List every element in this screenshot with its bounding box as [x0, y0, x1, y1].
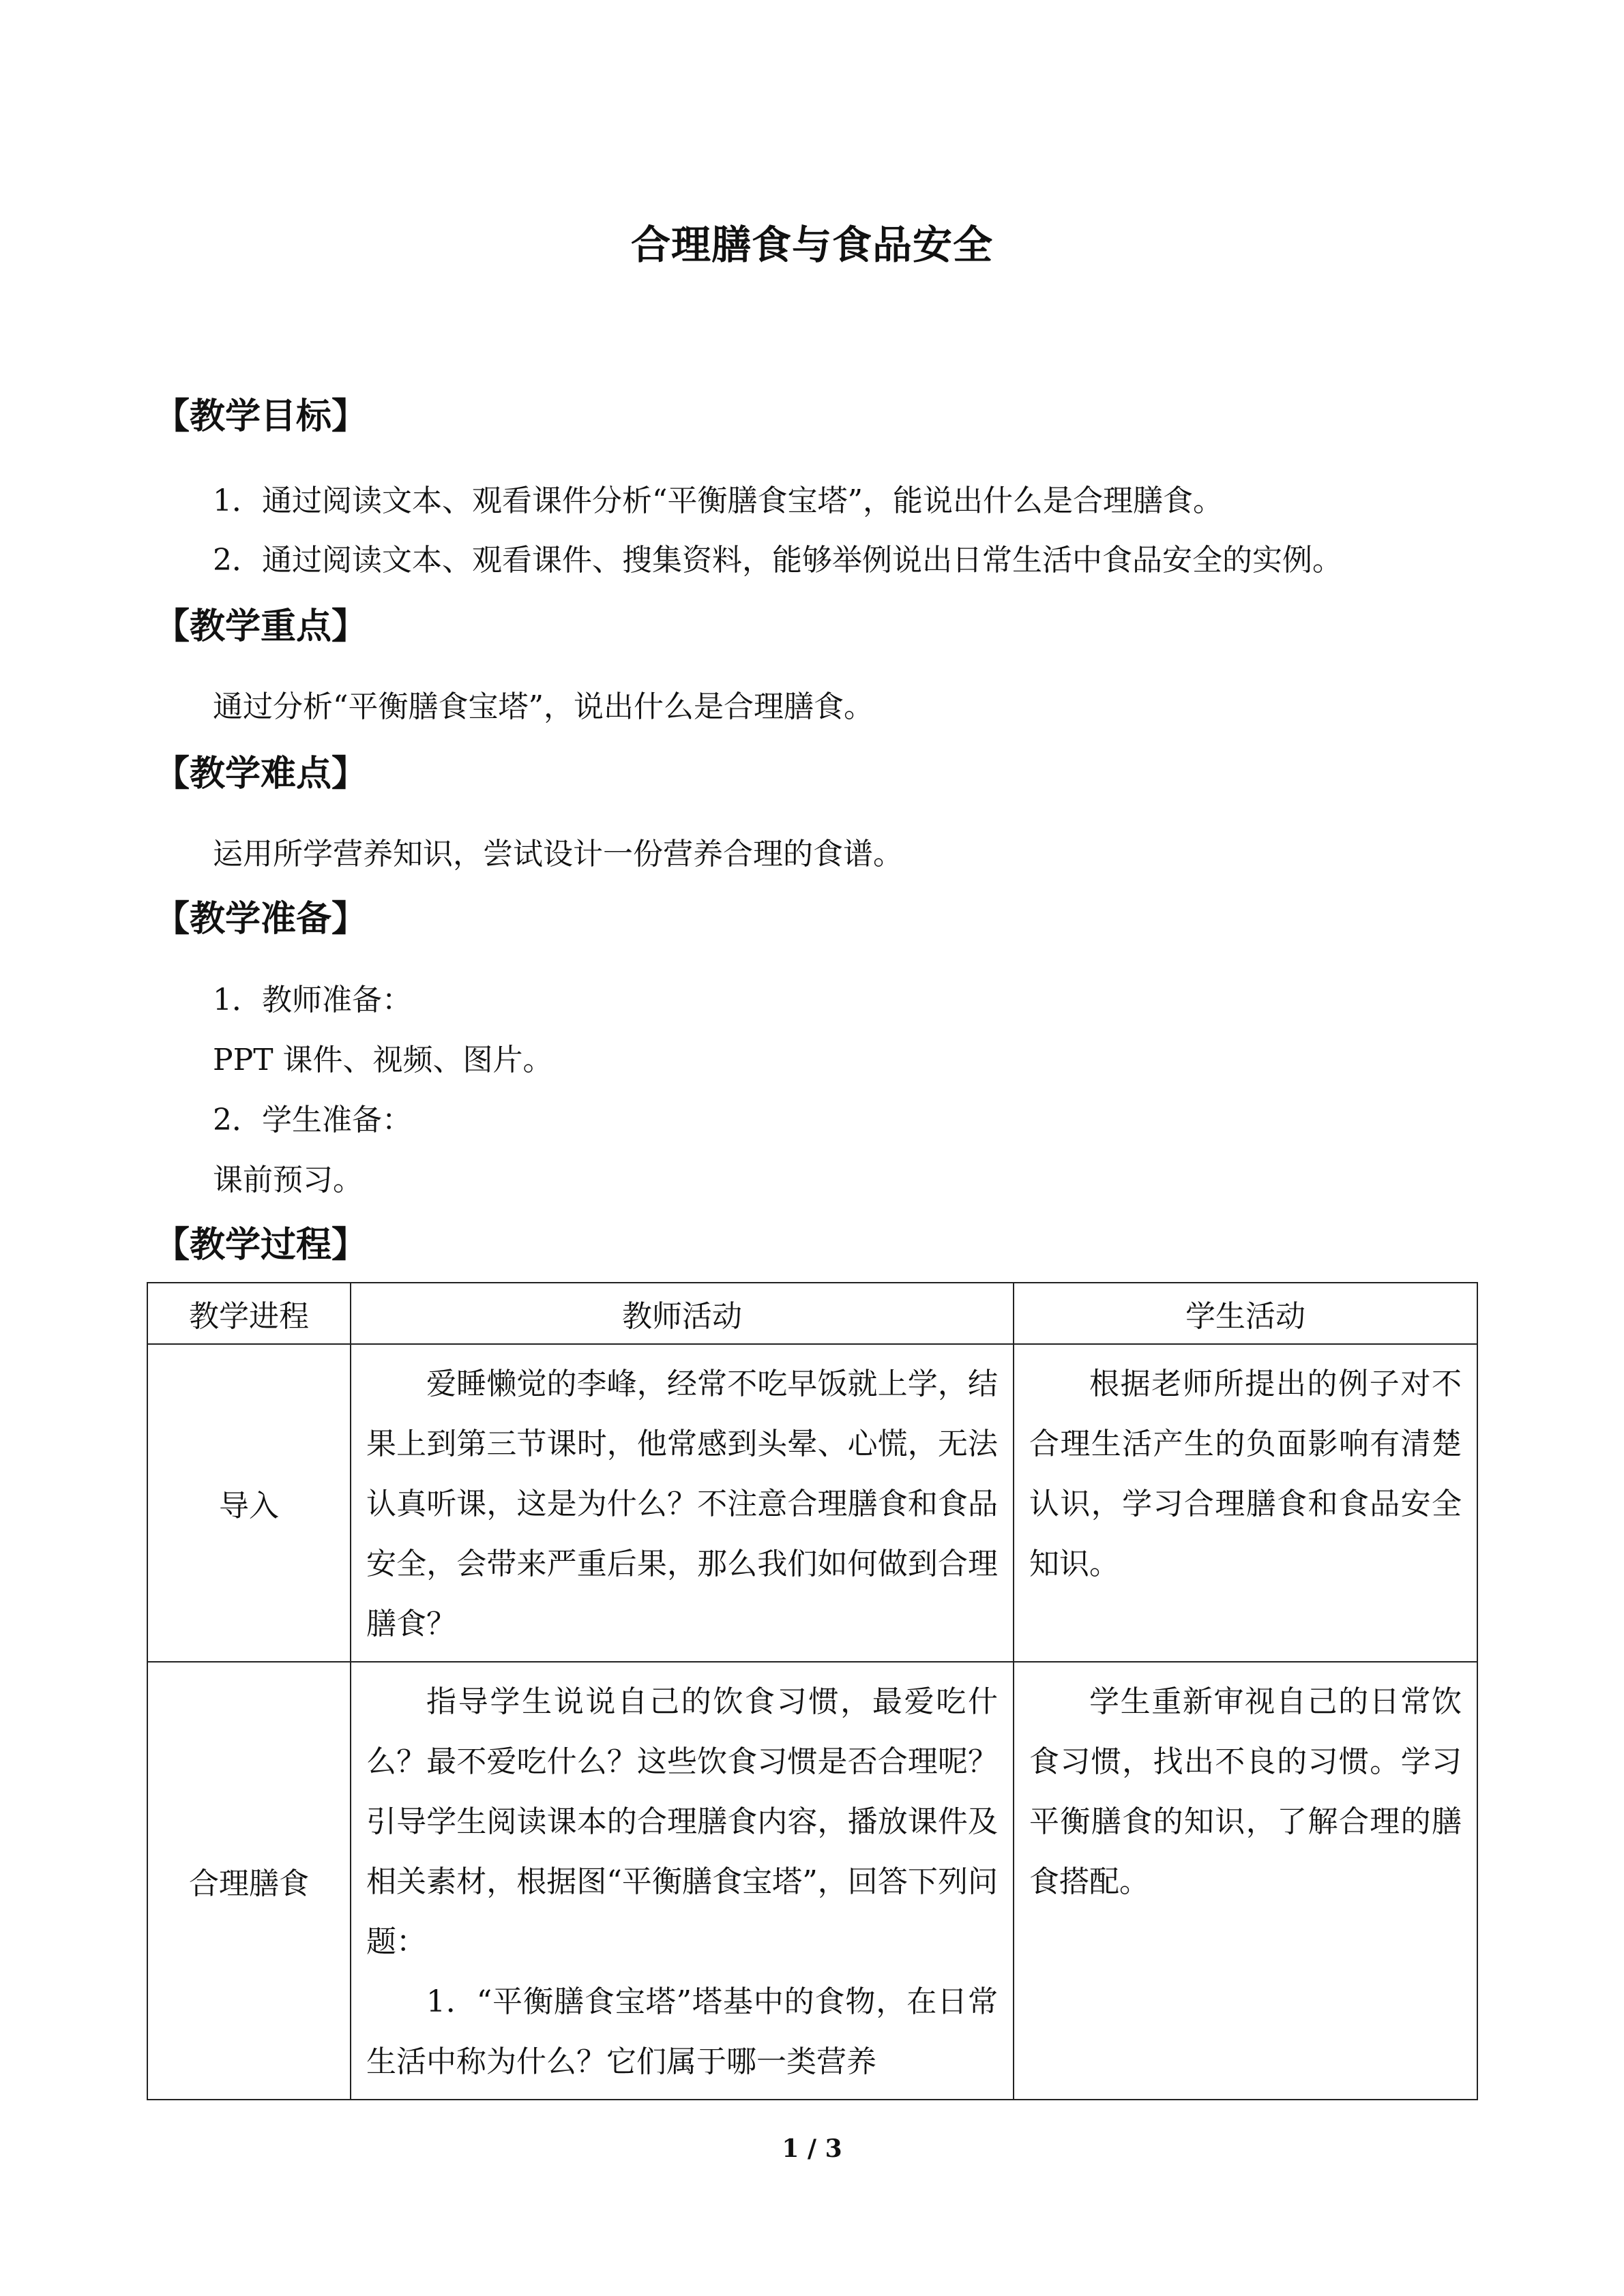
- teacher-activity-cell: [351, 1662, 1014, 2100]
- student-activity-cell: [1014, 1662, 1477, 2100]
- difficulties-heading: 【教学难点】: [154, 753, 368, 794]
- process-heading: 【教学过程】: [154, 1224, 368, 1266]
- goal-item-2: 2．通过阅读文本、观看课件、搜集资料，能够举例说出日常生活中食品安全的实例。: [213, 543, 1342, 578]
- teacher-activity-cell: [351, 1344, 1014, 1662]
- table-row: [147, 1344, 1477, 1662]
- column-header-student: 学生活动: [1014, 1283, 1477, 1344]
- stage-cell: 合理膳食: [147, 1662, 351, 2100]
- preparation-heading: 【教学准备】: [154, 898, 368, 940]
- student-prep-items: 课前预习。: [213, 1163, 363, 1197]
- goal-item-1: 1．通过阅读文本、观看课件分析“平衡膳食宝塔”，能说出什么是合理膳食。: [213, 483, 1223, 518]
- student-activity-text: 根据老师所提出的例子对不合理生活产生的负面影响有清楚认识，学习合理膳食和食品安全知识。: [1029, 1367, 1462, 1581]
- table-row: [147, 1662, 1477, 2100]
- teacher-question-text: 1．“平衡膳食宝塔”塔基中的食物，在日常生活中称为什么？它们属于哪一类营养: [366, 1984, 998, 2079]
- column-header-stage: 教学进程: [147, 1283, 351, 1344]
- teacher-activity-text: 爱睡懒觉的李峰，经常不吃早饭就上学，结果上到第三节课时，他常感到头晕、心慌，无法认真听课，这是为什么？不注意合理膳食和食品安全，会带来严重后果，那么我们如何做到合理膳食？: [366, 1367, 998, 1641]
- student-prep-label: 2．学生准备：: [213, 1103, 412, 1137]
- table-header-row: [147, 1283, 1477, 1344]
- teacher-prep-label: 1．教师准备：: [213, 983, 412, 1017]
- page-indicator: 1 / 3: [782, 2134, 842, 2163]
- teacher-activity-text: 指导学生说说自己的饮食习惯，最爱吃什么？最不爱吃什么？这些饮食习惯是否合理呢？引导学生阅读课本的合理膳食内容，播放课件及相关素材，根据图“平衡膳食宝塔”，回答下列问题：: [366, 1684, 998, 1959]
- student-activity-text: 学生重新审视自己的日常饮食习惯，找出不良的习惯。学习平衡膳食的知识，了解合理的膳食搭配。: [1029, 1684, 1462, 1899]
- column-header-teacher: 教师活动: [351, 1283, 1014, 1344]
- process-table: [147, 1282, 1478, 2100]
- teacher-prep-items: PPT 课件、视频、图片。: [213, 1043, 553, 1077]
- key-points-text: 通过分析“平衡膳食宝塔”，说出什么是合理膳食。: [213, 689, 874, 724]
- goals-heading: 【教学目标】: [154, 396, 368, 437]
- key-points-heading: 【教学重点】: [154, 606, 368, 647]
- student-activity-cell: [1014, 1344, 1477, 1662]
- difficulties-text: 运用所学营养知识，尝试设计一份营养合理的食谱。: [213, 837, 903, 871]
- stage-cell: 导入: [147, 1344, 351, 1662]
- page-title: 合理膳食与食品安全: [630, 222, 993, 268]
